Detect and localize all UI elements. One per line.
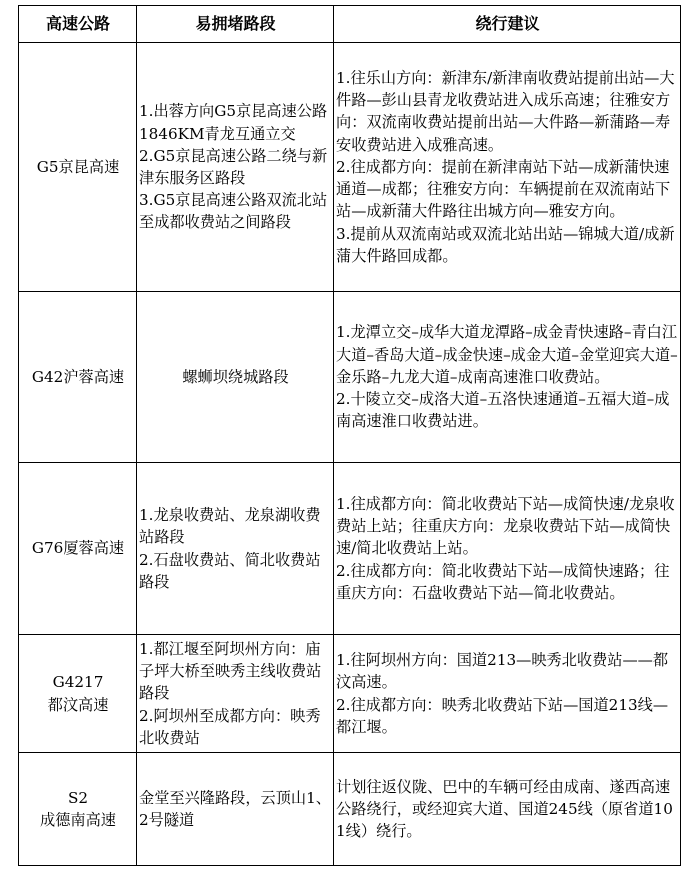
road-cell — [19, 753, 137, 866]
advice-item: 1.龙潭立交–成华大道龙潭路–成金青快速路–青白江大道–香岛大道–成金快速–成金大道–金堂迎宾大道–金乐路–九龙大道–成南高速淮口收费站。 — [336, 323, 678, 386]
advice-cell — [334, 463, 681, 635]
table-row — [19, 292, 681, 463]
section-item: 3.G5京昆高速公路双流北站至成都收费站之间路段 — [139, 191, 328, 232]
road-name: G76厦蓉高速 — [31, 539, 125, 558]
header-road: 高速公路 — [19, 6, 137, 43]
road-code: S2 — [67, 788, 89, 807]
advice-item: 1.往阿坝州方向：国道213—映秀北收费站——都汶高速。 — [336, 651, 669, 692]
section-item: 1.龙泉收费站、龙泉湖收费站路段 — [139, 506, 321, 547]
advice-item: 计划往返仪陇、巴中的车辆可经由成南、遂西高速公路绕行，或经迎宾大道、国道245线（原省道101线）绕行。 — [336, 777, 673, 841]
advice-item: 1.往乐山方向：新津东/新津南收费站提前出站—大件路—彭山县青龙收费站进入成乐高速；往雅安方向：双流南收费站提前出站—大件路—新蒲路—寿安收费站进入成雅高速。 — [336, 69, 675, 154]
header-section: 易拥堵路段 — [137, 6, 334, 43]
advice-cell — [334, 43, 681, 292]
road-name: 都汶高速 — [47, 695, 109, 714]
table-header-row — [19, 6, 681, 43]
advice-item: 2.十陵立交–成洛大道–五洛快速通道–五福大道–成南高速淮口收费站进。 — [336, 390, 670, 431]
road-name: 成德南高速 — [40, 811, 116, 829]
section-cell — [137, 753, 334, 866]
section-item: 2.石盘收费站、简北收费站路段 — [139, 550, 321, 591]
section-item: 金堂至兴隆路段，云顶山1、2号隧道 — [139, 788, 331, 829]
advice-item: 3.提前从双流南站或双流北站出站—锦城大道/成新蒲大件路回成都。 — [336, 224, 675, 265]
section-item: 1.出蓉方向G5京昆高速公路1846KM青龙互通立交 — [139, 102, 328, 143]
section-item: 2.G5京昆高速公路二绕与新津东服务区路段 — [139, 146, 328, 187]
section-cell — [137, 635, 334, 753]
section-item: 2.阿坝州至成都方向：映秀北收费站 — [139, 706, 321, 747]
road-name: G42沪蓉高速 — [31, 367, 125, 386]
advice-cell — [334, 753, 681, 866]
advice-item: 2.往成都方向：提前在新津南站下站—成新蒲快速通道—成都；往雅安方向：车辆提前在双流南站下站—成新蒲大件路往出城方向—雅安方向。 — [336, 157, 671, 221]
table-row — [19, 43, 681, 292]
advice-item: 1.往成都方向：简北收费站下站—成简快速/龙泉收费站上站；往重庆方向：龙泉收费站下站—成简快速/简北收费站上站。 — [336, 494, 675, 558]
advice-cell — [334, 635, 681, 753]
detour-table — [18, 5, 681, 866]
road-cell — [19, 292, 137, 463]
advice-item: 2.往成都方向：简北收费站下站—成简快速路；往重庆方向：石盘收费站下站—简北收费站。 — [336, 561, 670, 602]
road-name: G5京昆高速 — [36, 157, 120, 176]
table-row — [19, 635, 681, 753]
road-cell — [19, 463, 137, 635]
road-cell — [19, 635, 137, 753]
road-code: G4217 — [52, 673, 104, 692]
advice-item: 2.往成都方向：映秀北收费站下站—国道213线—都江堰。 — [336, 695, 669, 736]
table-row — [19, 463, 681, 635]
section-cell — [137, 463, 334, 635]
section-cell — [137, 292, 334, 463]
header-advice: 绕行建议 — [334, 6, 681, 43]
table-row — [19, 753, 681, 866]
section-cell — [137, 43, 334, 292]
advice-cell — [334, 292, 681, 463]
section-item: 螺蛳坝绕城路段 — [182, 367, 289, 386]
road-cell — [19, 43, 137, 292]
section-item: 1.都江堰至阿坝州方向：庙子坪大桥至映秀主线收费站路段 — [139, 639, 322, 703]
